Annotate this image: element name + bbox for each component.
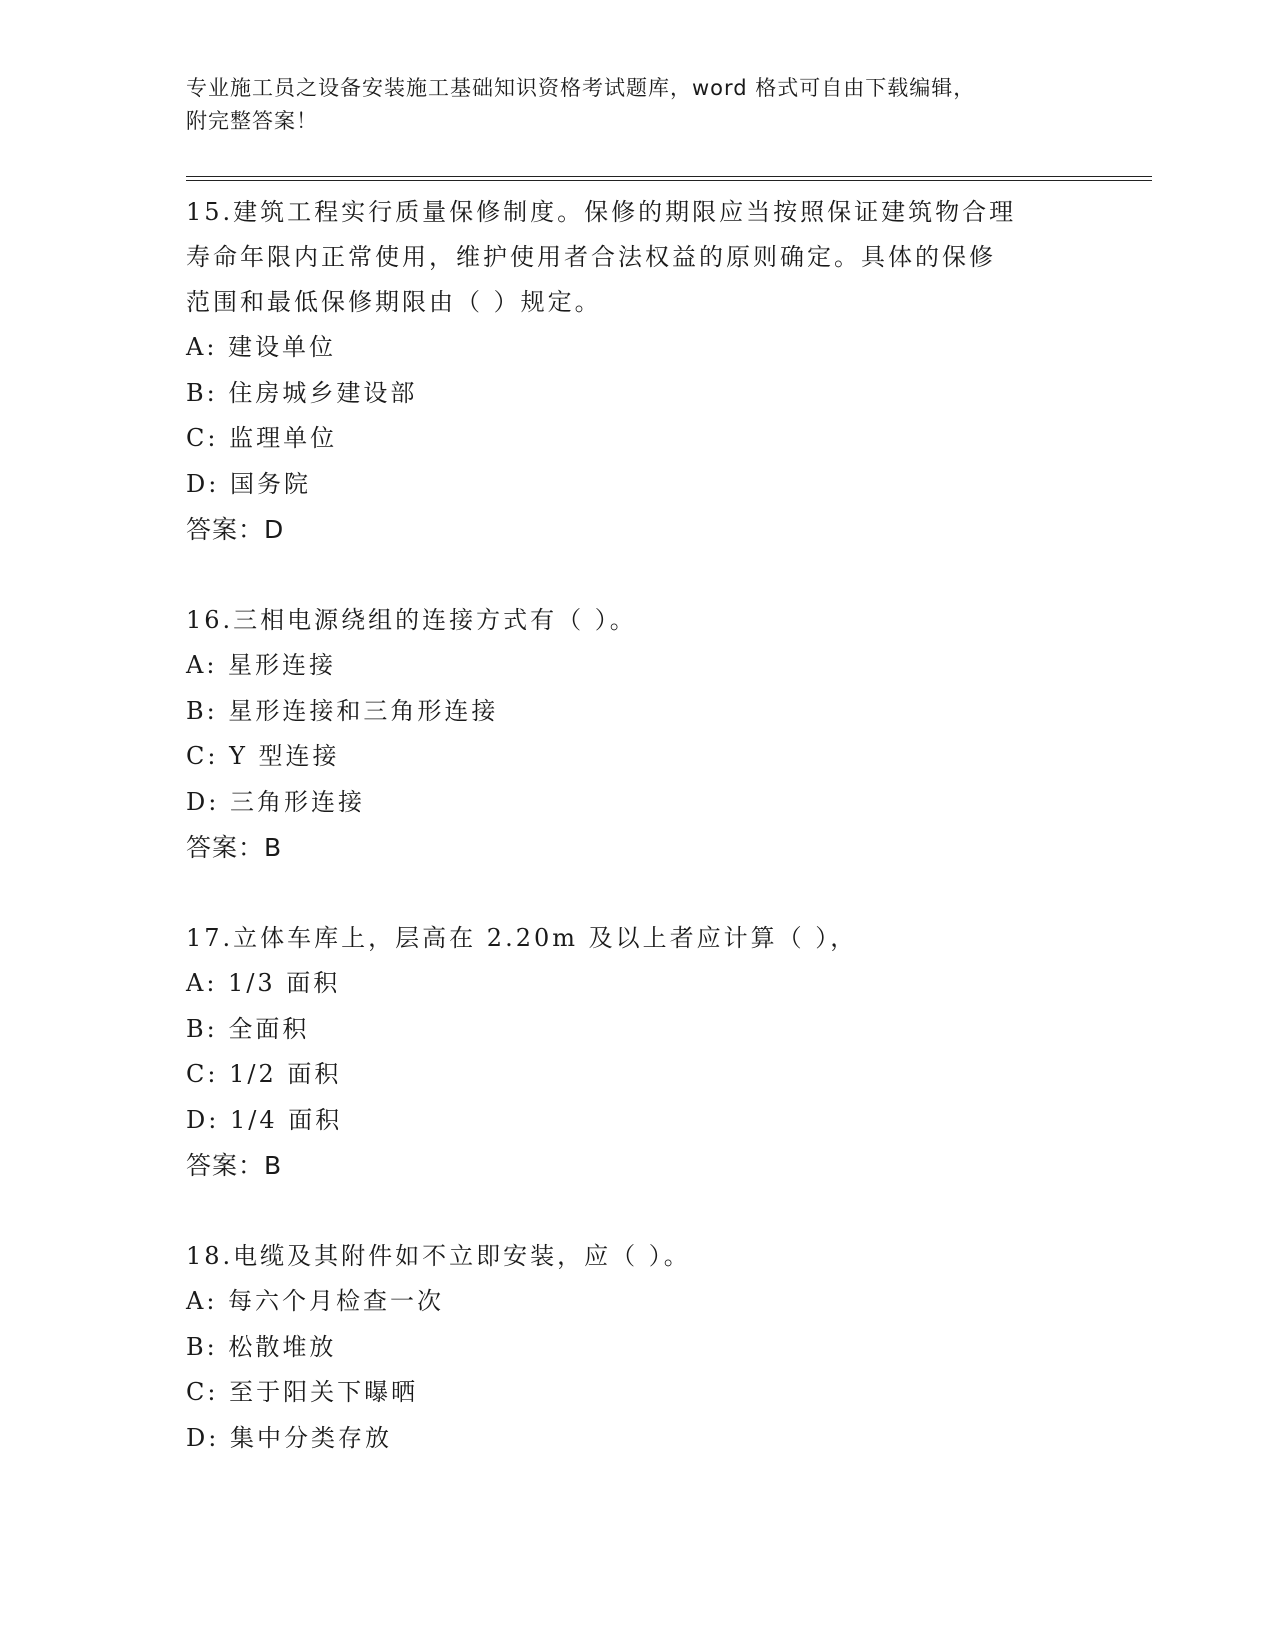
option-b [186,371,1106,417]
option-text: 至于阳关下曝晒 [218,1378,419,1406]
question-stem-line: 15.建筑工程实行质量保修制度。保修的期限应当按照保证建筑物合理 [186,198,1017,226]
option-c [186,1052,1106,1098]
option-letter: D: [186,1105,220,1134]
option-letter: C: [186,1060,219,1088]
option-d [186,462,1106,508]
option-text: 星形连接 [217,651,337,679]
option-text: 松散堆放 [217,1332,337,1361]
header-title-line-2: 附完整答案！ [186,109,318,133]
option-a [186,643,1106,689]
question-stem-line: 寿命年限内正常使用，维护使用者合法权益的原则确定。具体的保修 [186,243,996,271]
option-text: 每六个月检查一次 [217,1287,445,1315]
option-text: 三角形连接 [219,787,365,816]
question-15 [186,190,1106,552]
option-c [186,734,1106,780]
question-stem-line: 范围和最低保修期限由（ ）规定。 [186,288,602,316]
option-text: Y 型连接 [218,742,340,770]
option-letter: A: [186,333,218,361]
answer-line: 答案：D [186,515,285,544]
option-text: 集中分类存放 [219,1423,392,1452]
option-text: 住房城乡建设部 [217,378,418,407]
option-text: 1/3 面积 [217,969,341,997]
page-header [186,72,1086,138]
option-letter: D: [186,1423,220,1452]
question-stem-line: 18.电缆及其附件如不立即安装，应（ ）。 [186,1242,691,1270]
option-text: 国务院 [219,469,311,498]
option-a [186,1279,1106,1325]
option-letter: A: [186,651,218,679]
option-letter: B: [186,378,218,407]
option-text: 监理单位 [218,424,338,452]
option-letter: A: [186,969,218,997]
option-d [186,780,1106,826]
option-d [186,1416,1106,1462]
option-letter: B: [186,1332,218,1361]
answer-line: 答案：B [186,1151,283,1180]
option-c [186,1370,1106,1416]
option-letter: B: [186,1014,218,1043]
option-text: 星形连接和三角形连接 [217,696,499,725]
question-stem-line: 17.立体车库上，层高在 2.20m 及以上者应计算（ ）， [186,924,858,952]
question-stem-line: 16.三相电源绕组的连接方式有（ ）。 [186,606,637,634]
option-letter: A: [186,1287,218,1315]
question-list [186,190,1106,1507]
option-letter: D: [186,787,220,816]
option-text: 1/2 面积 [218,1060,342,1088]
option-b [186,1007,1106,1053]
option-c [186,416,1106,462]
question-16 [186,598,1106,870]
question-18 [186,1234,1106,1461]
header-divider [186,176,1152,181]
header-title-line-1: 专业施工员之设备安装施工基础知识资格考试题库，word 格式可自由下载编辑， [186,76,976,100]
option-letter: C: [186,1378,219,1406]
option-a [186,961,1106,1007]
option-text: 全面积 [217,1014,310,1043]
option-a [186,325,1106,371]
option-letter: D: [186,469,220,498]
question-17 [186,916,1106,1188]
option-b [186,1325,1106,1371]
option-text: 建设单位 [217,333,337,361]
answer-line: 答案：B [186,833,283,862]
option-b [186,689,1106,735]
option-letter: C: [186,742,219,770]
option-text: 1/4 面积 [219,1105,343,1134]
option-letter: B: [186,696,218,725]
option-d [186,1098,1106,1144]
option-letter: C: [186,424,219,452]
